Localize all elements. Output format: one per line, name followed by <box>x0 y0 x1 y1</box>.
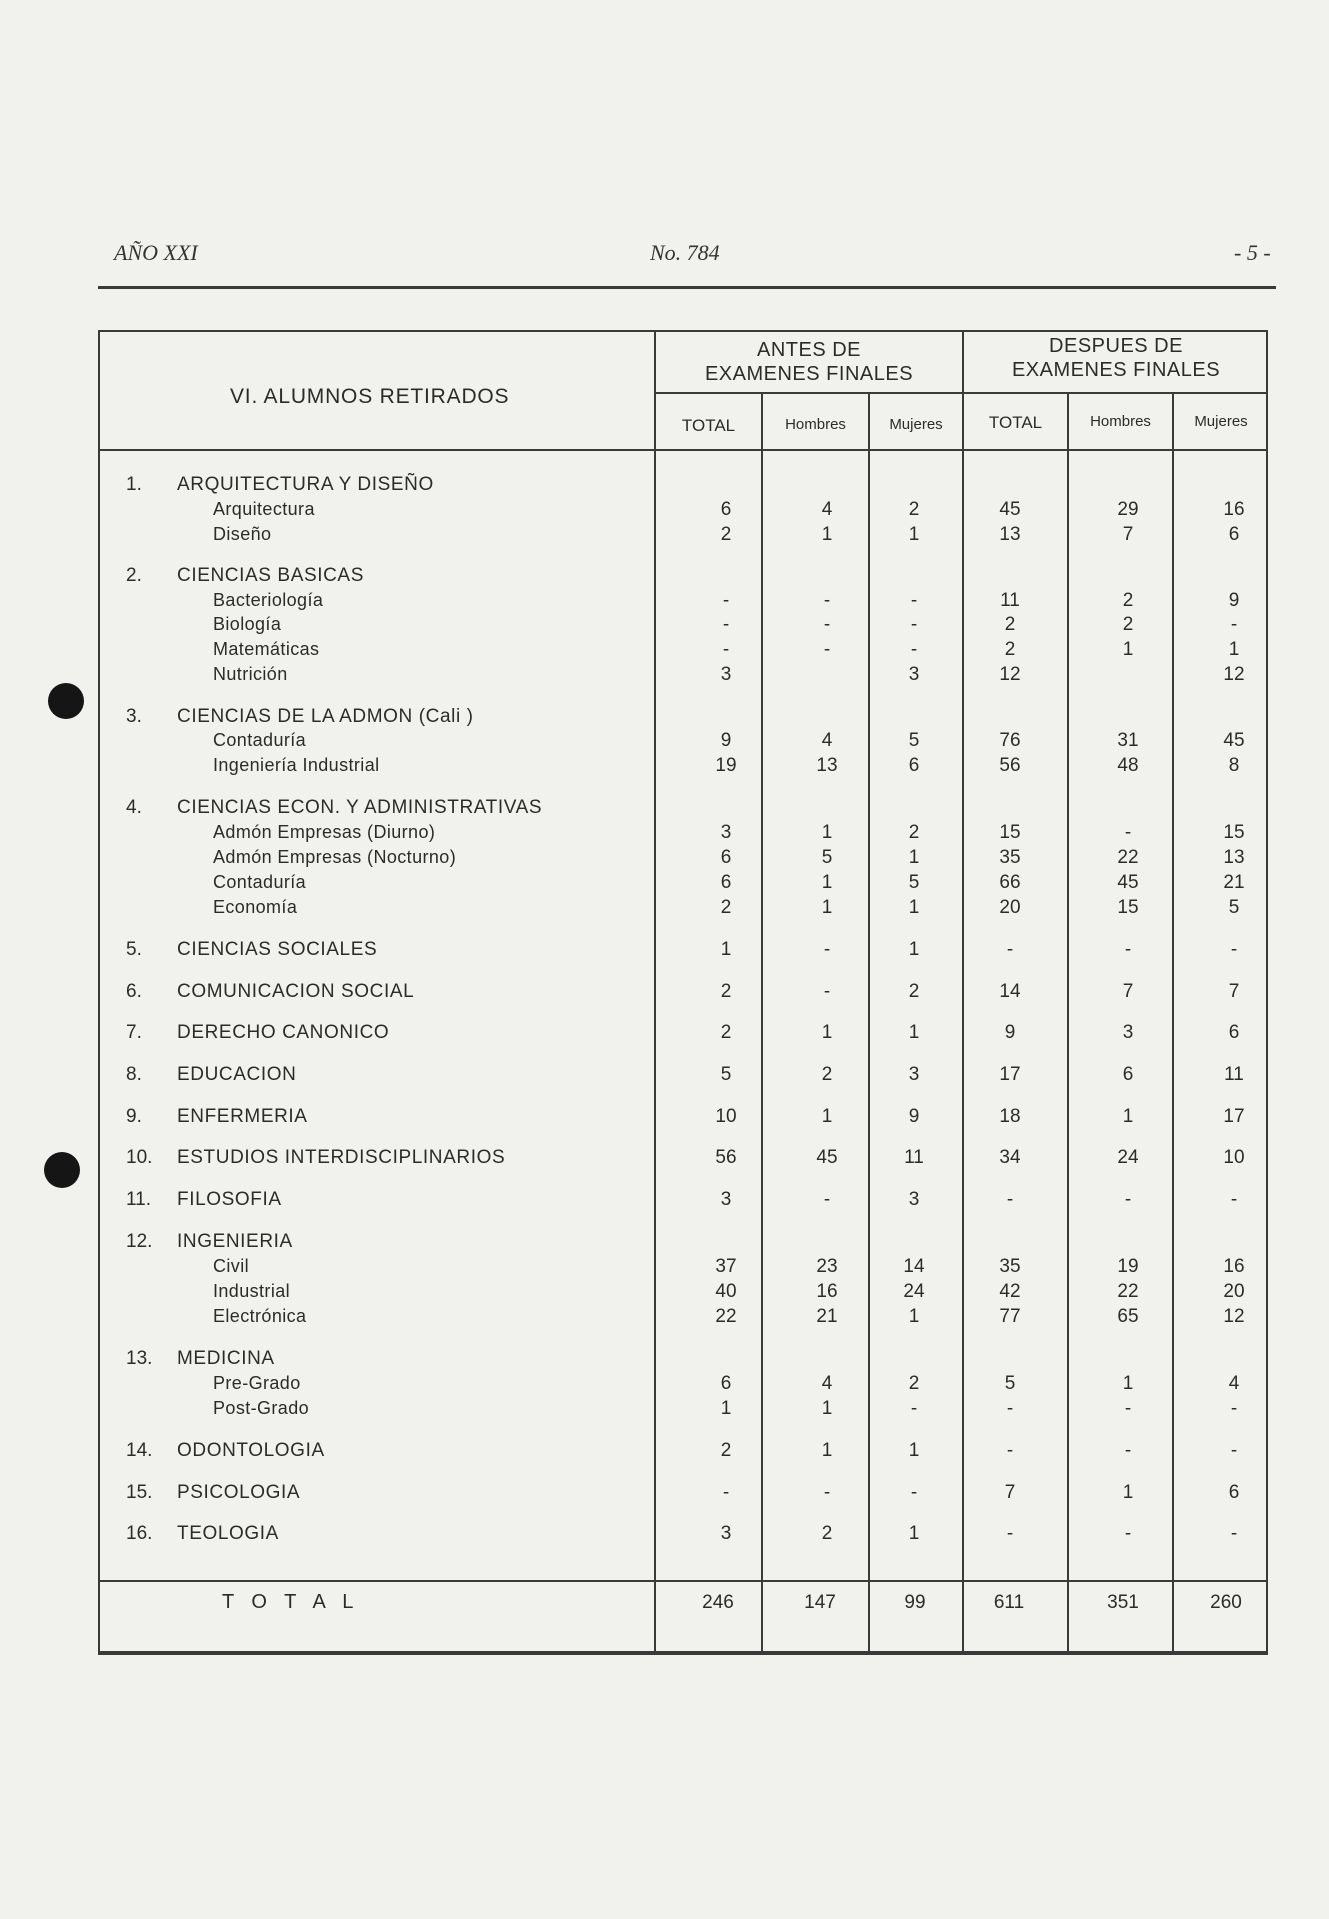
cell-despues-hombres: 6 <box>1122 1064 1134 1085</box>
table-row-category <box>0 937 1329 962</box>
cell-despues-mujeres: 9 <box>1228 590 1240 611</box>
cell-despues-hombres: - <box>1124 822 1132 843</box>
cell-despues-hombres: 2 <box>1122 590 1134 611</box>
cell-despues-hombres: 1 <box>1122 1106 1134 1127</box>
cell-despues-mujeres: 15 <box>1223 822 1245 843</box>
cell-antes-total: 10 <box>715 1106 737 1127</box>
cell-antes-mujeres: 1 <box>908 939 920 960</box>
cell-despues-hombres: 15 <box>1117 897 1139 918</box>
row-number: 4. <box>126 797 142 818</box>
row-label: ESTUDIOS INTERDISCIPLINARIOS <box>177 1147 506 1168</box>
cell-antes-total: - <box>722 590 730 611</box>
cell-antes-total: 22 <box>715 1306 737 1327</box>
cell-antes-mujeres: 5 <box>908 730 920 751</box>
cell-despues-total: 7 <box>1004 1482 1016 1503</box>
cell-antes-mujeres: 14 <box>903 1256 925 1277</box>
cell-antes-total: 2 <box>720 897 732 918</box>
header-page-number: - 5 - <box>1234 240 1271 265</box>
cell-antes-mujeres: 2 <box>908 499 920 520</box>
cell-antes-mujeres: 3 <box>908 1189 920 1210</box>
cell-antes-hombres: - <box>823 614 831 635</box>
cell-antes-mujeres: 1 <box>908 1306 920 1327</box>
row-number: 6. <box>126 981 142 1002</box>
row-number: 10. <box>126 1147 153 1168</box>
cell-antes-mujeres: 1 <box>908 524 920 545</box>
rule-group-header <box>654 392 1268 394</box>
table-row-program <box>0 637 1329 662</box>
row-label: Post-Grado <box>213 1398 310 1418</box>
cell-antes-mujeres: 5 <box>908 872 920 893</box>
cell-despues-mujeres: 16 <box>1223 1256 1245 1277</box>
cell-despues-total: - <box>1006 1189 1014 1210</box>
cell-despues-total: 56 <box>999 755 1021 776</box>
table-row-category <box>0 1145 1329 1170</box>
col-antes-mujeres: Mujeres <box>889 416 943 433</box>
cell-despues-hombres: 65 <box>1117 1306 1139 1327</box>
cell-antes-total: - <box>722 1482 730 1503</box>
cell-antes-hombres: - <box>823 1482 831 1503</box>
cell-despues-total: - <box>1006 939 1014 960</box>
cell-antes-mujeres: 1 <box>908 1523 920 1544</box>
cell-despues-hombres: 48 <box>1117 755 1139 776</box>
cell-despues-total: 18 <box>999 1106 1021 1127</box>
row-label: Admón Empresas (Nocturno) <box>213 847 457 867</box>
cell-antes-mujeres: 2 <box>908 981 920 1002</box>
total-despues-total: 611 <box>993 1592 1025 1613</box>
row-label: Diseño <box>213 524 272 544</box>
table-row-category <box>0 1438 1329 1463</box>
table-row-program <box>0 1371 1329 1396</box>
col-despues-hombres: Hombres <box>1090 413 1151 430</box>
punch-hole-top <box>48 683 84 719</box>
group-title-despues: DESPUES DE EXAMENES FINALES <box>1011 335 1221 381</box>
cell-antes-mujeres: 9 <box>908 1106 920 1127</box>
cell-despues-total: 2 <box>1004 614 1016 635</box>
cell-despues-mujeres: - <box>1230 1398 1238 1419</box>
cell-despues-mujeres: 6 <box>1228 1022 1240 1043</box>
cell-antes-total: 3 <box>720 1523 732 1544</box>
cell-antes-total: - <box>722 614 730 635</box>
cell-antes-total: 6 <box>720 872 732 893</box>
cell-despues-mujeres: 4 <box>1228 1373 1240 1394</box>
cell-antes-hombres: 16 <box>816 1281 838 1302</box>
table-row-program <box>0 728 1329 753</box>
cell-antes-total: 6 <box>720 1373 732 1394</box>
cell-despues-total: 9 <box>1004 1022 1016 1043</box>
cell-despues-hombres: 22 <box>1117 847 1139 868</box>
row-label: Admón Empresas (Diurno) <box>213 822 436 842</box>
total-despues-hombres: 351 <box>1107 1592 1139 1613</box>
cell-despues-total: 12 <box>999 664 1021 685</box>
cell-antes-total: 3 <box>720 664 732 685</box>
row-number: 9. <box>126 1106 142 1127</box>
cell-despues-mujeres: 21 <box>1223 872 1245 893</box>
cell-antes-total: 9 <box>720 730 732 751</box>
row-label: Economía <box>213 897 298 917</box>
cell-despues-hombres: 1 <box>1122 639 1134 660</box>
cell-antes-hombres: - <box>823 590 831 611</box>
cell-antes-mujeres: 24 <box>903 1281 925 1302</box>
cell-antes-mujeres: - <box>910 614 918 635</box>
total-antes-hombres: 147 <box>804 1592 836 1613</box>
row-label: Contaduría <box>213 730 307 750</box>
cell-despues-hombres: 31 <box>1117 730 1139 751</box>
table-row-program <box>0 1396 1329 1421</box>
group-title-antes: ANTES DE EXAMENES FINALES <box>704 339 914 385</box>
row-label: COMUNICACION SOCIAL <box>177 981 415 1002</box>
cell-antes-total: 2 <box>720 981 732 1002</box>
cell-despues-hombres: 7 <box>1122 524 1134 545</box>
table-row-program <box>0 753 1329 778</box>
cell-antes-total: 2 <box>720 1022 732 1043</box>
cell-antes-hombres: 1 <box>821 1440 833 1461</box>
cell-antes-total: 2 <box>720 524 732 545</box>
row-label: CIENCIAS DE LA ADMON (Cali ) <box>177 706 474 727</box>
cell-despues-total: 42 <box>999 1281 1021 1302</box>
col-antes-hombres: Hombres <box>785 416 846 433</box>
row-number: 11. <box>126 1189 152 1210</box>
cell-antes-hombres: 13 <box>816 755 838 776</box>
cell-despues-hombres: - <box>1124 1189 1132 1210</box>
total-row <box>0 1590 1329 1615</box>
cell-despues-total: 35 <box>999 1256 1021 1277</box>
cell-despues-mujeres: - <box>1230 939 1238 960</box>
cell-despues-total: 35 <box>999 847 1021 868</box>
cell-despues-mujeres: 12 <box>1223 664 1245 685</box>
section-title: VI. ALUMNOS RETIRADOS <box>230 385 510 408</box>
cell-despues-mujeres: 20 <box>1223 1281 1245 1302</box>
rule-total <box>98 1580 1268 1582</box>
cell-antes-total: 1 <box>720 939 732 960</box>
row-label: Ingeniería Industrial <box>213 755 380 775</box>
cell-antes-total: 3 <box>720 1189 732 1210</box>
col-antes-total: TOTAL <box>681 416 736 435</box>
cell-antes-hombres: 45 <box>816 1147 838 1168</box>
cell-antes-mujeres: 3 <box>908 664 920 685</box>
col-despues-mujeres: Mujeres <box>1194 413 1248 430</box>
row-label: Electrónica <box>213 1306 307 1326</box>
table-row-program <box>0 870 1329 895</box>
cell-despues-total: 15 <box>999 822 1021 843</box>
table-row-program <box>0 612 1329 637</box>
cell-despues-total: 5 <box>1004 1373 1016 1394</box>
table-row-category <box>0 1346 1329 1371</box>
cell-despues-mujeres: - <box>1230 614 1238 635</box>
cell-antes-mujeres: - <box>910 1482 918 1503</box>
row-number: 1. <box>126 474 142 495</box>
row-label: ODONTOLOGIA <box>177 1440 325 1461</box>
header-issue-number: No. 784 <box>650 240 720 265</box>
cell-antes-mujeres: 1 <box>908 1440 920 1461</box>
row-label: EDUCACION <box>177 1064 297 1085</box>
cell-antes-total: 56 <box>715 1147 737 1168</box>
row-label: DERECHO CANONICO <box>177 1022 390 1043</box>
cell-antes-mujeres: 1 <box>908 847 920 868</box>
table-row-program <box>0 845 1329 870</box>
cell-despues-total: 17 <box>999 1064 1021 1085</box>
cell-antes-total: 6 <box>720 847 732 868</box>
table-row-program <box>0 820 1329 845</box>
cell-despues-mujeres: 6 <box>1228 1482 1240 1503</box>
cell-antes-total: 37 <box>715 1256 737 1277</box>
cell-antes-hombres: 2 <box>821 1064 833 1085</box>
row-number: 2. <box>126 565 142 586</box>
cell-despues-hombres: 19 <box>1117 1256 1139 1277</box>
cell-antes-total: 19 <box>715 755 737 776</box>
total-antes-mujeres: 99 <box>904 1592 926 1613</box>
row-label: ARQUITECTURA Y DISEÑO <box>177 474 434 495</box>
cell-antes-hombres: 1 <box>821 1398 833 1419</box>
table-row-category <box>0 704 1329 729</box>
cell-despues-mujeres: - <box>1230 1189 1238 1210</box>
row-number: 16. <box>126 1523 153 1544</box>
cell-antes-total: 5 <box>720 1064 732 1085</box>
cell-despues-mujeres: 17 <box>1223 1106 1245 1127</box>
cell-despues-mujeres: 12 <box>1223 1306 1245 1327</box>
cell-despues-hombres: 1 <box>1122 1373 1134 1394</box>
table-row-program <box>0 1279 1329 1304</box>
cell-antes-hombres: 4 <box>821 1373 833 1394</box>
cell-despues-mujeres: 45 <box>1223 730 1245 751</box>
table-row-category <box>0 1229 1329 1254</box>
table-row-program <box>0 1304 1329 1329</box>
row-number: 13. <box>126 1348 153 1369</box>
cell-despues-total: 45 <box>999 499 1021 520</box>
cell-despues-total: 14 <box>999 981 1021 1002</box>
row-label: Bacteriología <box>213 590 324 610</box>
table-row-category <box>0 563 1329 588</box>
cell-antes-mujeres: - <box>910 590 918 611</box>
cell-antes-hombres: 21 <box>816 1306 838 1327</box>
row-number: 12. <box>126 1231 153 1252</box>
row-label: Industrial <box>213 1281 291 1301</box>
cell-antes-hombres: 1 <box>821 1022 833 1043</box>
cell-antes-hombres: 5 <box>821 847 833 868</box>
cell-antes-hombres: 1 <box>821 897 833 918</box>
table-row-program <box>0 588 1329 613</box>
row-label: Arquitectura <box>213 499 315 519</box>
cell-despues-hombres: 24 <box>1117 1147 1139 1168</box>
cell-antes-total: 2 <box>720 1440 732 1461</box>
cell-antes-mujeres: 2 <box>908 822 920 843</box>
cell-antes-hombres: 1 <box>821 1106 833 1127</box>
cell-despues-total: 34 <box>999 1147 1021 1168</box>
row-label: MEDICINA <box>177 1348 275 1369</box>
row-label: Nutrición <box>213 664 288 684</box>
cell-despues-hombres: 45 <box>1117 872 1139 893</box>
cell-despues-total: 66 <box>999 872 1021 893</box>
row-label: ENFERMERIA <box>177 1106 308 1127</box>
row-number: 8. <box>126 1064 142 1085</box>
cell-despues-total: 77 <box>999 1306 1021 1327</box>
cell-despues-mujeres: 6 <box>1228 524 1240 545</box>
table-row-category <box>0 979 1329 1004</box>
cell-despues-mujeres: 10 <box>1223 1147 1245 1168</box>
table-row-program <box>0 497 1329 522</box>
cell-despues-mujeres: 1 <box>1228 639 1240 660</box>
row-label: Civil <box>213 1256 249 1276</box>
cell-antes-hombres: 1 <box>821 822 833 843</box>
table-row-category <box>0 1187 1329 1212</box>
cell-despues-mujeres: - <box>1230 1523 1238 1544</box>
cell-antes-hombres: 1 <box>821 524 833 545</box>
row-label: PSICOLOGIA <box>177 1482 301 1503</box>
cell-antes-mujeres: 2 <box>908 1373 920 1394</box>
cell-antes-mujeres: - <box>910 1398 918 1419</box>
cell-antes-mujeres: 3 <box>908 1064 920 1085</box>
table-row-program <box>0 522 1329 547</box>
punch-hole-bottom <box>44 1152 80 1188</box>
cell-antes-total: 6 <box>720 499 732 520</box>
cell-despues-mujeres: 16 <box>1223 499 1245 520</box>
cell-antes-hombres: - <box>823 981 831 1002</box>
row-label: Biología <box>213 614 282 634</box>
cell-despues-total: 2 <box>1004 639 1016 660</box>
cell-despues-mujeres: 5 <box>1228 897 1240 918</box>
row-label: CIENCIAS ECON. Y ADMINISTRATIVAS <box>177 797 543 818</box>
cell-antes-total: - <box>722 639 730 660</box>
cell-antes-mujeres: 1 <box>908 897 920 918</box>
col-despues-total: TOTAL <box>988 413 1043 432</box>
cell-antes-hombres: - <box>823 939 831 960</box>
row-label: TEOLOGIA <box>177 1523 279 1544</box>
cell-despues-hombres: - <box>1124 939 1132 960</box>
cell-antes-hombres: 23 <box>816 1256 838 1277</box>
cell-despues-total: 13 <box>999 524 1021 545</box>
cell-antes-hombres: - <box>823 1189 831 1210</box>
row-label: Pre-Grado <box>213 1373 301 1393</box>
table-row-category <box>0 1062 1329 1087</box>
cell-antes-hombres: 4 <box>821 730 833 751</box>
cell-despues-hombres: - <box>1124 1440 1132 1461</box>
cell-despues-mujeres: 8 <box>1228 755 1240 776</box>
cell-despues-hombres: - <box>1124 1523 1132 1544</box>
cell-antes-hombres: - <box>823 639 831 660</box>
cell-antes-hombres: 2 <box>821 1523 833 1544</box>
cell-antes-total: 3 <box>720 822 732 843</box>
row-number: 5. <box>126 939 142 960</box>
cell-antes-mujeres: 1 <box>908 1022 920 1043</box>
cell-despues-total: 11 <box>1000 590 1020 611</box>
row-number: 14. <box>126 1440 153 1461</box>
cell-antes-mujeres: - <box>910 639 918 660</box>
table-row-category <box>0 1480 1329 1505</box>
cell-despues-hombres: 1 <box>1122 1482 1134 1503</box>
cell-despues-mujeres: 11 <box>1224 1064 1244 1085</box>
cell-despues-hombres: 3 <box>1122 1022 1134 1043</box>
cell-despues-total: 76 <box>999 730 1021 751</box>
cell-antes-total: 40 <box>715 1281 737 1302</box>
rule-column-header <box>98 449 1268 451</box>
row-label: INGENIERIA <box>177 1231 293 1252</box>
table-row-category <box>0 1020 1329 1045</box>
cell-antes-mujeres: 11 <box>904 1147 924 1168</box>
total-antes-total: 246 <box>702 1592 734 1613</box>
cell-despues-mujeres: - <box>1230 1440 1238 1461</box>
table-row-program <box>0 662 1329 687</box>
table-row-program <box>0 1254 1329 1279</box>
cell-antes-hombres: 4 <box>821 499 833 520</box>
cell-despues-hombres: 2 <box>1122 614 1134 635</box>
cell-despues-hombres: 7 <box>1122 981 1134 1002</box>
header-rule <box>98 286 1276 289</box>
cell-despues-mujeres: 13 <box>1223 847 1245 868</box>
table-row-category <box>0 1521 1329 1546</box>
row-number: 15. <box>126 1482 153 1503</box>
cell-despues-total: 20 <box>999 897 1021 918</box>
cell-antes-mujeres: 6 <box>908 755 920 776</box>
row-number: 7. <box>126 1022 142 1043</box>
cell-despues-total: - <box>1006 1398 1014 1419</box>
row-label: Matemáticas <box>213 639 320 659</box>
row-number: 3. <box>126 706 142 727</box>
cell-antes-hombres: 1 <box>821 872 833 893</box>
cell-despues-mujeres: 7 <box>1228 981 1240 1002</box>
cell-despues-hombres: - <box>1124 1398 1132 1419</box>
table-row-category <box>0 795 1329 820</box>
row-label: Contaduría <box>213 872 307 892</box>
cell-antes-total: 1 <box>720 1398 732 1419</box>
cell-despues-total: - <box>1006 1440 1014 1461</box>
cell-despues-hombres: 22 <box>1117 1281 1139 1302</box>
row-label: FILOSOFIA <box>177 1189 282 1210</box>
table-row-category <box>0 1104 1329 1129</box>
table-row-category <box>0 472 1329 497</box>
total-label: T O T A L <box>222 1591 360 1613</box>
row-label: CIENCIAS BASICAS <box>177 565 364 586</box>
total-despues-mujeres: 260 <box>1210 1592 1242 1613</box>
cell-despues-hombres: 29 <box>1117 499 1139 520</box>
cell-despues-total: - <box>1006 1523 1014 1544</box>
header-year: AÑO XXI <box>114 240 198 265</box>
table-row-program <box>0 895 1329 920</box>
row-label: CIENCIAS SOCIALES <box>177 939 378 960</box>
